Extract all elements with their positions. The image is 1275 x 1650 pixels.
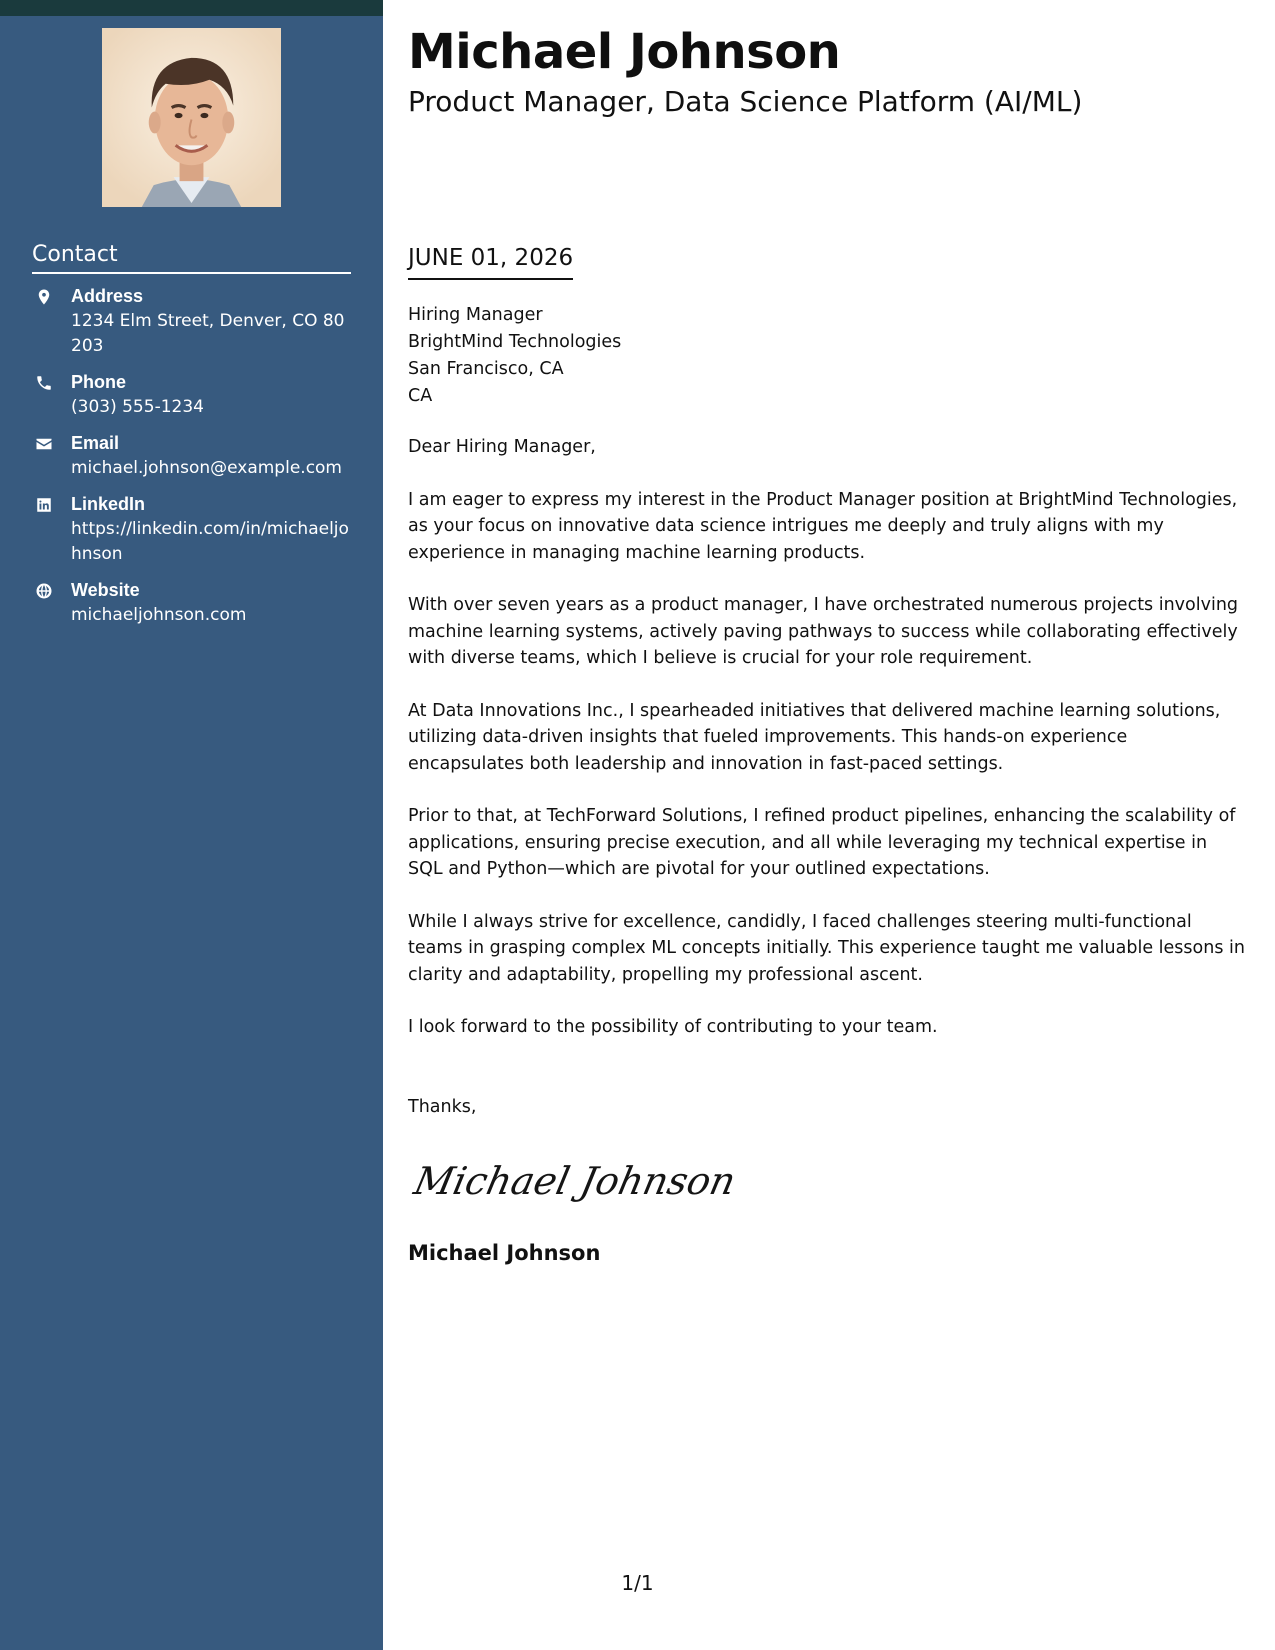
recipient-line: BrightMind Technologies <box>408 332 622 352</box>
contact-value-linkedin[interactable]: https://linkedin.com/in/michaeljohnson <box>71 519 349 564</box>
recipient-line: CA <box>408 386 433 406</box>
recipient-line: Hiring Manager <box>408 305 543 325</box>
contact-list <box>32 284 362 639</box>
contact-label-email: Email <box>71 433 120 453</box>
contact-item-phone <box>32 370 362 420</box>
map-pin-icon <box>34 287 54 307</box>
letter-paragraph: I am eager to express my interest in the Product Manager position at BrightMind Technologies, as your focus on innovative data science intrigues me deeply and truly aligns with my experience in managing machine learning products. <box>408 489 1238 563</box>
page-number: 1/1 <box>621 1571 654 1595</box>
recipient-line: San Francisco, CA <box>408 359 564 379</box>
contact-label-address: Address <box>71 286 144 306</box>
contact-value-phone[interactable]: (303) 555-1234 <box>71 397 204 417</box>
applicant-name: Michael Johnson <box>408 24 841 80</box>
recipient-block <box>408 302 621 410</box>
job-title: Product Manager, Data Science Platform (AI/ML) <box>408 85 1083 118</box>
linkedin-icon <box>34 495 54 515</box>
contact-value-website[interactable]: michaeljohnson.com <box>71 605 247 625</box>
contact-label-phone: Phone <box>71 372 127 392</box>
letter-body <box>408 434 1246 1067</box>
contact-heading: Contact <box>32 240 351 274</box>
sidebar <box>0 0 383 1650</box>
phone-icon <box>34 373 54 393</box>
letter-paragraph: I look forward to the possibility of contributing to your team. <box>408 1017 938 1037</box>
contact-label-website: Website <box>71 580 140 600</box>
sidebar-top-bar <box>0 0 383 16</box>
envelope-icon <box>34 434 54 454</box>
signoff-name: Michael Johnson <box>408 1241 601 1265</box>
contact-label-linkedin: LinkedIn <box>71 494 146 514</box>
letter-paragraph: With over seven years as a product manager, I have orchestrated numerous projects involving machine learning systems, actively paving pathways to success while collaborating effectively with diverse teams, which I believe is crucial for your role requirement. <box>408 595 1239 668</box>
contact-value-email[interactable]: michael.johnson@example.com <box>71 458 342 478</box>
contact-value-address: 1234 Elm Street, Denver, CO 80203 <box>71 311 345 356</box>
avatar-photo <box>102 28 281 207</box>
closing: Thanks, <box>408 1097 477 1117</box>
letter-paragraph: At Data Innovations Inc., I spearheaded initiatives that delivered machine learning solutions, utilizing data-driven insights that fueled improvements. This hands-on experience encapsulates both leadership and innovation in fast-paced settings. <box>408 700 1221 774</box>
letter-paragraph: Prior to that, at TechForward Solutions, I refined product pipelines, enhancing the scalability of applications, ensuring precise execution, and all while leveraging my technical expertise in SQL and Python—which are pivotal for your outlined expectations. <box>408 806 1236 879</box>
contact-item-email <box>32 431 362 481</box>
salutation: Dear Hiring Manager, <box>408 437 596 457</box>
avatar <box>102 28 281 207</box>
handwritten-signature <box>408 1148 740 1212</box>
contact-item-linkedin <box>32 492 362 567</box>
contact-item-website <box>32 578 362 628</box>
signature-text: Michael Johnson <box>410 1159 740 1204</box>
contact-item-address <box>32 284 362 359</box>
letter-paragraph: While I always strive for excellence, candidly, I faced challenges steering multi-functional teams in grasping complex ML concepts initially. This experience taught me valuable lessons in clarity and adaptability, propelling my professional ascent. <box>408 911 1245 985</box>
letter-date: JUNE 01, 2026 <box>408 243 573 280</box>
globe-icon <box>34 581 54 601</box>
